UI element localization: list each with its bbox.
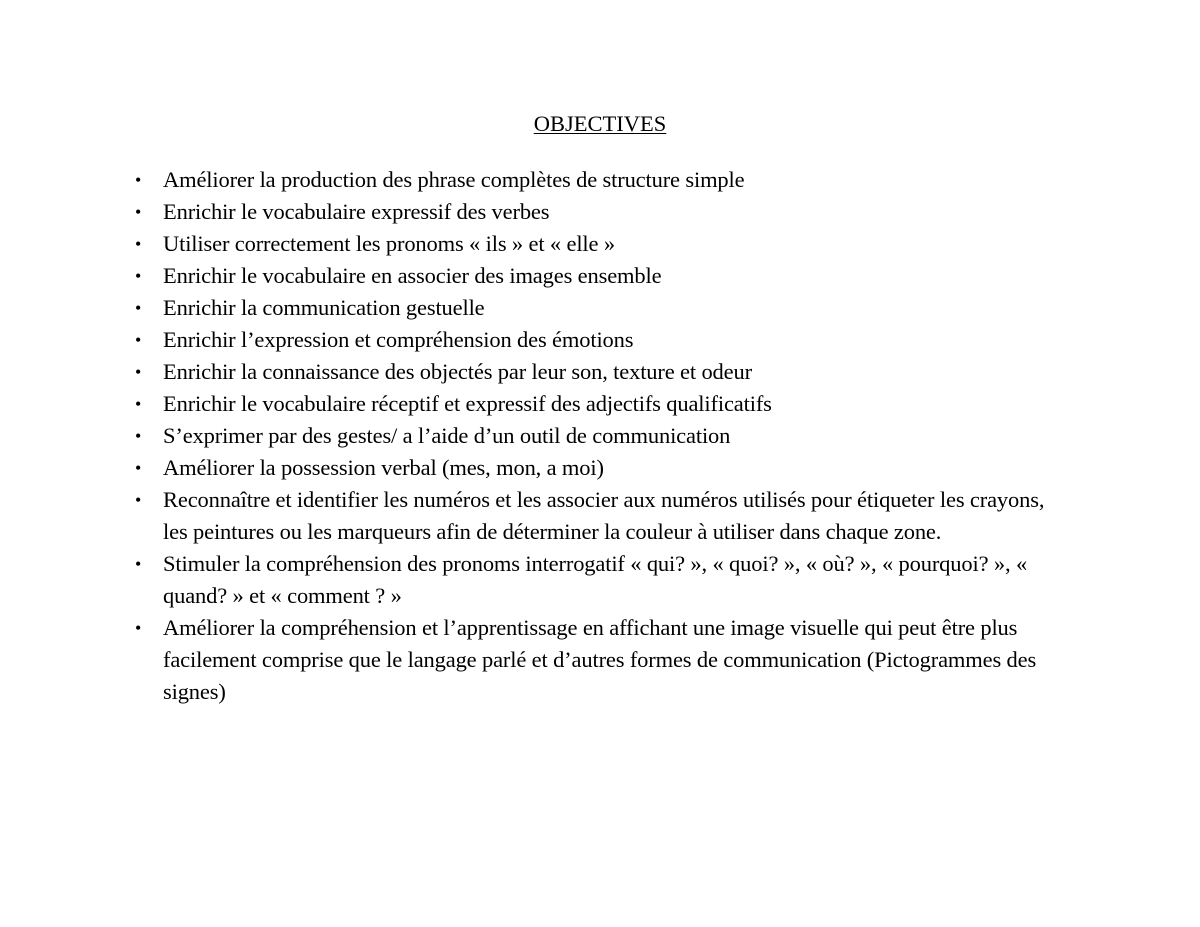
objectives-list	[135, 164, 1055, 708]
list-item-text: Enrichir le vocabulaire réceptif et expressif des adjectifs qualificatifs	[163, 391, 772, 416]
bullet-icon: •	[135, 266, 142, 286]
list-item	[135, 484, 1055, 548]
bullet-icon: •	[135, 618, 142, 638]
list-item	[135, 196, 1055, 228]
list-item-text: Enrichir le vocabulaire en associer des images ensemble	[163, 263, 662, 288]
list-item-text: Améliorer la possession verbal (mes, mon, a moi)	[163, 455, 604, 480]
list-item	[135, 324, 1055, 356]
list-item-text: Enrichir la connaissance des objectés par leur son, texture et odeur	[163, 359, 752, 384]
list-item	[135, 164, 1055, 196]
bullet-icon: •	[135, 426, 142, 446]
list-item	[135, 612, 1055, 708]
list-item	[135, 260, 1055, 292]
list-item-text: Utiliser correctement les pronoms « ils » et « elle »	[163, 231, 615, 256]
list-item	[135, 292, 1055, 324]
list-item	[135, 388, 1055, 420]
list-item-text: S’exprimer par des gestes/ a l’aide d’un outil de communication	[163, 423, 731, 448]
list-item-text: Reconnaître et identifier les numéros et les associer aux numéros utilisés pour étiqueter les crayons, les peintures ou les marqueurs afin de déterminer la couleur à utiliser dans chaque zone.	[163, 487, 1045, 544]
bullet-icon: •	[135, 458, 142, 478]
bullet-icon: •	[135, 394, 142, 414]
list-item	[135, 356, 1055, 388]
bullet-icon: •	[135, 330, 142, 350]
bullet-icon: •	[135, 298, 142, 318]
list-item-text: Enrichir le vocabulaire expressif des verbes	[163, 199, 550, 224]
bullet-icon: •	[135, 554, 142, 574]
page-title: OBJECTIVES	[533, 111, 667, 136]
bullet-icon: •	[135, 202, 142, 222]
list-item	[135, 228, 1055, 260]
list-item-text: Améliorer la compréhension et l’apprentissage en affichant une image visuelle qui peut être plus facilement comprise que le langage parlé et d’autres formes de communication (Pictogrammes des signes)	[163, 615, 1037, 704]
list-item-text: Enrichir l’expression et compréhension des émotions	[163, 327, 634, 352]
list-item-text: Enrichir la communication gestuelle	[163, 295, 485, 320]
bullet-icon: •	[135, 490, 142, 510]
list-item	[135, 548, 1055, 612]
list-item	[135, 452, 1055, 484]
bullet-icon: •	[135, 170, 142, 190]
bullet-icon: •	[135, 234, 142, 254]
list-item-text: Améliorer la production des phrase complètes de structure simple	[163, 167, 745, 192]
list-item-text: Stimuler la compréhension des pronoms interrogatif « qui? », « quoi? », « où? », « pourquoi? », « quand? » et « comment ? »	[163, 551, 1028, 608]
list-item	[135, 420, 1055, 452]
bullet-icon: •	[135, 362, 142, 382]
